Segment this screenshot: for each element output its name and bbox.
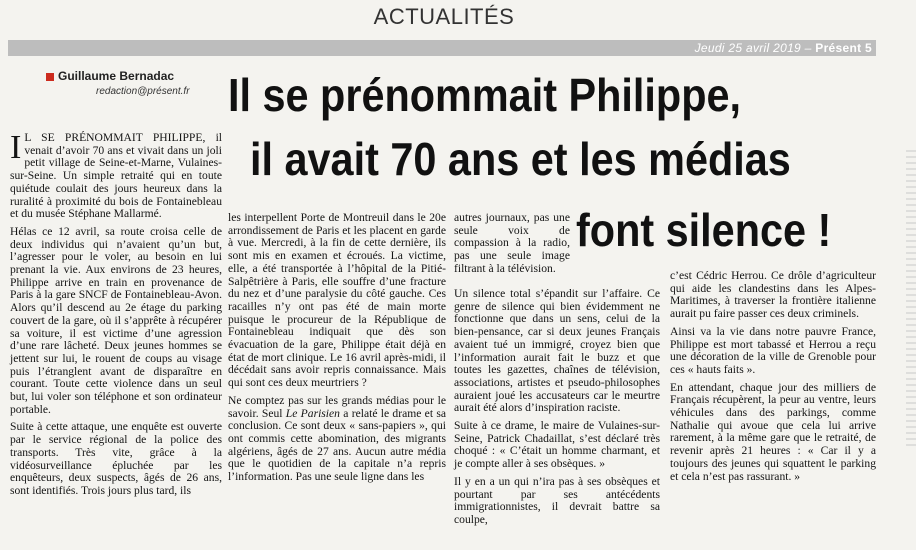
paragraph: Ainsi va la vie dans notre pauvre France, Philippe est mort tabassé et Herrou a reçu une décoration de la ville de Grenoble pour ces « hauts faits ». bbox=[670, 324, 876, 376]
page-edge bbox=[906, 150, 916, 450]
paragraph: autres journaux, pas une seule voix de compassion à la radio, pas une seule image filtrant à la télévision. bbox=[454, 211, 570, 275]
article-column-3-top bbox=[454, 212, 570, 281]
article-column-1 bbox=[10, 129, 223, 503]
newspaper-name: Le Parisien bbox=[285, 406, 340, 420]
headline-line-1: Il se prénommait Philippe, bbox=[228, 69, 742, 121]
paragraph: Il y en a un qui n’ira pas à ses obsèques et pourtant par ses antécédents immigrationnistes, il devrait battre sa coulpe, bbox=[454, 474, 660, 526]
dateline bbox=[695, 41, 872, 55]
author-email[interactable]: redaction@présent.fr bbox=[96, 86, 190, 97]
article-column-4 bbox=[670, 270, 876, 488]
article-column-2 bbox=[228, 212, 446, 489]
paragraph: Suite à ce drame, le maire de Vulaines-sur-Seine, Patrick Chadaillat, s’est déclaré très choqué : « C’était un homme charmant, et je compte aller à ses obsèques. » bbox=[454, 419, 660, 471]
paragraph: les interpellent Porte de Montreuil dans le 20e arrondissement de Paris et les placent en garde à vue. Mercredi, à la fin de cette dernière, ils sont mis en examen et écroués. La victime, elle, a été transportée à l’hôpital de la Pitié-Salpêtrière à Paris, elle souffre d’une fracture du nez et d’une paralysie du côté gauche. Ces racailles n’y ont pas été de main morte puisque le procureur de la République de Fontainebleau indiquait que dès son évacuation de la gare, Philippe était déjà en état de mort clinique. Le 16 avril après-midi, il décédait sans avoir repris connaissance. Mais qui sont ces deux meurtriers ? bbox=[228, 211, 446, 390]
lede: L SE PRÉNOMMAIT PHILIPPE, bbox=[24, 131, 206, 144]
article-column-3 bbox=[454, 288, 660, 532]
paper-page: Présent 5 bbox=[815, 41, 872, 55]
paragraph-text: Ne comptez pas sur les grands médias pour le savoir. Seul bbox=[228, 393, 446, 420]
author-marker bbox=[46, 73, 54, 81]
paragraph: Hélas ce 12 avril, sa route croisa celle de deux individus qui n’avaient qu’un but, l’agresser pour le voler, au besoin en lui prenant la vie. Aux environs de 23 heures, Philippe arrive en train en provenance de Paris à la gare SNCF de Fontainebleau-Avon. Alors qu’il descend au 2e étage du parking couvert de la gare, où il s’apprête à récupérer sa voiture, il est victime d’une agression d’une rare lâcheté. Deux jeunes hommes se jettent sur lui, le rouent de coups au visage puis l’étranglent avant de disparaître en courant. Toute cette violence dans un seul but, lui voler son téléphone et son ordinateur portable. bbox=[10, 224, 222, 416]
paragraph: Suite à cette attaque, une enquête est ouverte par le service régional de la police des transports. Très vite, grâce à la vidéosurveillance épluchée par les enquêteurs, deux suspects, âgés de 26 ans, sont identifiés. Trois jours plus tard, ils bbox=[10, 420, 222, 497]
headline-line-3: font silence ! bbox=[576, 204, 832, 256]
paragraph bbox=[10, 129, 223, 221]
author-name: Guillaume Bernadac bbox=[58, 69, 175, 83]
paragraph bbox=[228, 395, 446, 484]
section-title: ACTUALITÉS bbox=[373, 4, 515, 29]
paragraph: Un silence total s’épandit sur l’affaire. Ce genre de silence qui bien évidemment ne fonctionne que dans un sens, celui de la bien-pensance, car si deux jeunes Français avaient tué un immigré, croyez bien que l’information aurait fait le buzz et que toutes les gazettes, chaînes de télévision, associations, artistes et pseudo-philosophes auraient joué les accusateurs car le meurtre aurait été alors d’inspiration raciste. bbox=[454, 287, 660, 415]
paragraph-text: il venait d’avoir 70 ans et vivait dans un joli petit village de Seine-et-Marne, Vulaines-sur-Seine. Un simple retraité qui en toute quiétude coulait des jours heureux dans la ruralité à proximité du bois de Fontainebleau et du musée Stéphane Mallarmé. bbox=[10, 131, 223, 221]
drop-cap: I bbox=[10, 129, 22, 166]
paragraph: c’est Cédric Herrou. Ce drôle d’agriculteur qui aide les clandestins dans les Alpes-Maritimes, à traverser la frontière italienne aurait pu faire passer ces deux criminels. bbox=[670, 269, 876, 321]
headline-line-2: il avait 70 ans et les médias bbox=[250, 133, 791, 185]
paragraph-text: a relaté le drame et sa conclusion. Ce sont deux « sans-papiers », qui ont commis cette abomination, des migrants algériens, âgés de 27 ans. Aucun autre média que le quotidien de la capitale n’a repris l’information. Pas une seule ligne dans les bbox=[228, 406, 446, 484]
paragraph: En attendant, chaque jour des milliers de Français récupèrent, la peur au ventre, leurs véhicules dans des parkings, comme Nathalie qui avoue que cela lui arrive rarement, à la même gare que le retraité, de revenir après 21 heures : « Car il y a toujours des jeunes qui squattent le parking et cela n’est pas rassurant. » bbox=[670, 380, 876, 483]
issue-date: Jeudi 25 avril 2019 – bbox=[694, 41, 812, 55]
